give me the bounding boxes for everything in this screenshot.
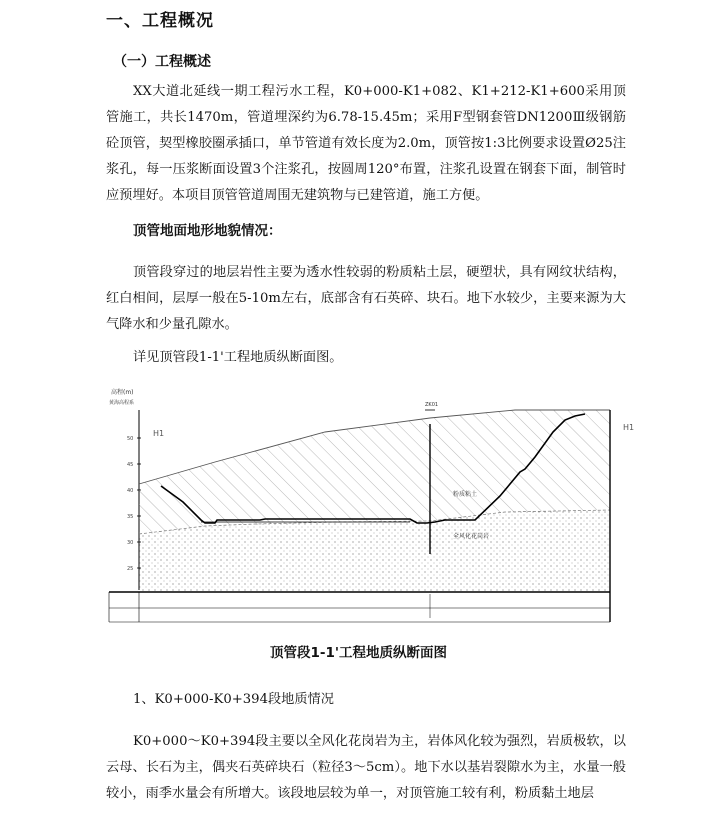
terrain-heading: 顶管地面地形地貌情况： <box>133 223 282 239</box>
figure-reference: 详见顶管段1-1'工程地质纵断面图。 <box>133 350 343 365</box>
granite-label: 全风化花岗岩 <box>453 533 490 540</box>
overview-paragraph: XX大道北延线一期工程污水工程，K0+000-K1+082、K1+212-K1+600采用顶管施工，共长1470m，管道埋深约为6.78-15.45m；采用F型钢套管DN1200Ⅲ级钢筋砼顶管，契型橡胶圈承插口，单节管道有效长度为2.0m，顶管按1:3比例要求设置Ø25注浆孔，每一压浆断面设置3个注浆孔，按圆周120°布置，注浆孔设置在钢套下面，制管时应预埋好。本项目顶管管道周围无建筑物与已建管道，施工方便。 <box>106 84 626 203</box>
geology-paragraph: 顶管段穿过的地层岩性主要为透水性较弱的粉质粘土层，硬塑状，具有网纹状结构，红白相间，层厚一般在5-10m左右，底部含有石英碎、块石。地下水较少，主要来源为大气降水和少量孔隙水。 <box>106 265 626 332</box>
y-tick-label: 45 <box>127 462 134 468</box>
section-1-paragraph: K0+000～K0+394段主要以全风化花岗岩为主，岩体风化较为强烈，岩质极软，以云母、长石为主，偶夹石英碎块石（粒径3～5cm）。地下水以基岩裂隙水为主，水量一般较小，雨季水量会有所增大。该段地层较为单一，对顶管施工较有利，粉质黏土地层 <box>106 734 626 801</box>
figure-caption: 顶管段1-1'工程地质纵断面图 <box>269 645 448 661</box>
y-tick-label: 35 <box>127 514 134 520</box>
axis-title: 高程(m) <box>111 389 134 396</box>
y-tick-label: 25 <box>127 566 134 572</box>
left-strata-label: H1 <box>153 429 165 438</box>
section-heading: 一、工程概况 <box>106 11 214 31</box>
subsection-heading: （一）工程概述 <box>113 54 211 70</box>
y-tick-label: 30 <box>127 540 134 546</box>
clay-label: 粉质粘土 <box>453 491 478 498</box>
y-tick-label: 50 <box>127 436 134 442</box>
axis-subtitle: 黄海高程系 <box>109 400 135 406</box>
right-strata-label: H1 <box>623 423 635 432</box>
section-1-heading: 1、K0+000-K0+394段地质情况 <box>133 692 334 707</box>
station-label: ZK01 <box>425 402 439 408</box>
y-tick-label: 40 <box>127 488 134 494</box>
geological-profile-figure <box>105 372 645 640</box>
